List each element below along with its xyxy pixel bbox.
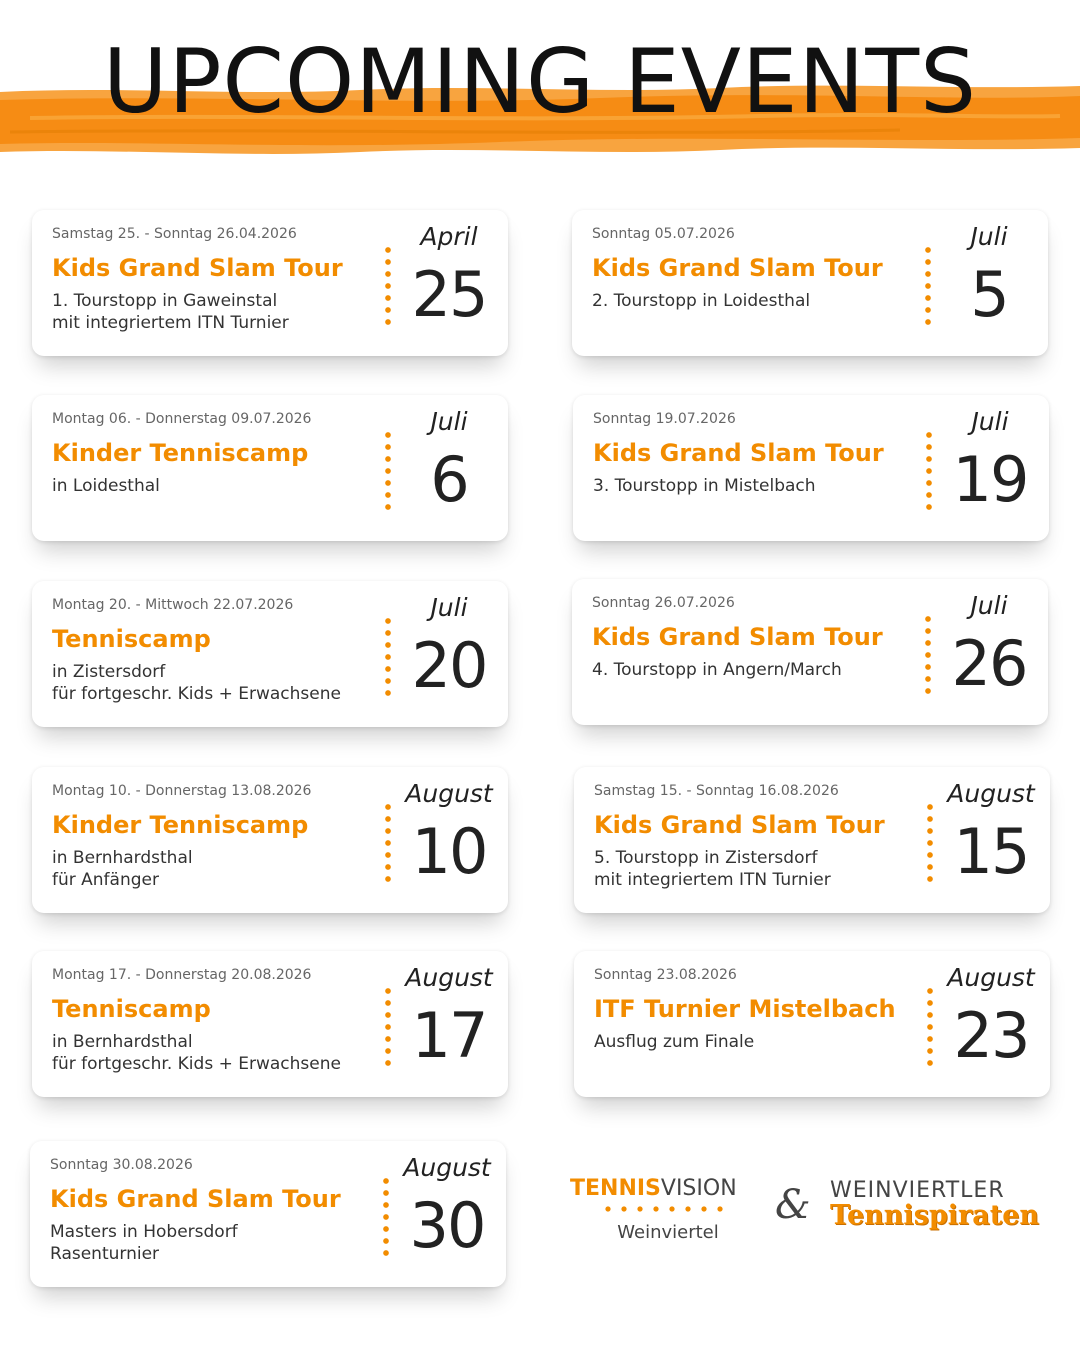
event-description (52, 475, 382, 497)
event-card (574, 951, 1050, 1097)
event-description-line: für fortgeschr. Kids + Erwachsene (52, 684, 341, 704)
event-title: Kids Grand Slam Tour (50, 1185, 341, 1213)
event-day: 25 (411, 258, 487, 331)
event-month: Juli (971, 407, 1009, 436)
event-description-line: in Bernhardsthal (52, 848, 193, 868)
event-card (30, 1141, 506, 1287)
event-card (572, 579, 1048, 725)
event-date-range: Montag 17. - Donnerstag 20.08.2026 (52, 967, 312, 983)
event-date-range: Sonntag 23.08.2026 (594, 967, 737, 983)
event-card (574, 767, 1050, 913)
dotted-divider (383, 1175, 389, 1259)
weinviertler-label: WEINVIERTLER (830, 1178, 1005, 1203)
event-description (52, 661, 382, 705)
event-description-line: 2. Tourstopp in Loidesthal (592, 291, 811, 311)
event-description-line: für Anfänger (52, 870, 159, 890)
event-month: Juli (970, 591, 1008, 620)
dotted-divider (385, 985, 391, 1069)
event-title: Kids Grand Slam Tour (52, 254, 343, 282)
event-day: 23 (953, 999, 1029, 1072)
event-date-range: Montag 06. - Donnerstag 09.07.2026 (52, 411, 312, 427)
event-month: Juli (970, 222, 1008, 251)
event-description-line: mit integriertem ITN Turnier (52, 313, 289, 333)
event-description-line: für fortgeschr. Kids + Erwachsene (52, 1054, 341, 1074)
event-description-line: in Bernhardsthal (52, 1032, 193, 1052)
event-month: August (947, 779, 1035, 808)
ampersand: & (775, 1182, 811, 1228)
dotted-divider (926, 429, 932, 513)
event-title: Kids Grand Slam Tour (594, 811, 885, 839)
dotted-divider (927, 801, 933, 885)
event-title: Tenniscamp (52, 625, 211, 653)
event-title: Kids Grand Slam Tour (592, 623, 883, 651)
event-description-line: in Loidesthal (52, 476, 160, 496)
event-day: 5 (970, 258, 1008, 331)
event-card (32, 767, 508, 913)
event-date-range: Montag 10. - Donnerstag 13.08.2026 (52, 783, 312, 799)
event-day: 17 (411, 999, 487, 1072)
event-description (52, 290, 382, 334)
event-card (32, 210, 508, 356)
dotted-divider (927, 985, 933, 1069)
event-month: August (403, 1153, 491, 1182)
event-day: 19 (952, 443, 1028, 516)
event-title: Kids Grand Slam Tour (592, 254, 883, 282)
event-title: Kids Grand Slam Tour (593, 439, 884, 467)
event-title: Kinder Tenniscamp (52, 439, 309, 467)
dotted-divider (385, 244, 391, 328)
event-description-line: mit integriertem ITN Turnier (594, 870, 831, 890)
event-month: August (405, 963, 493, 992)
event-description (52, 1031, 382, 1075)
event-card (32, 951, 508, 1097)
event-day: 30 (409, 1189, 485, 1262)
dotted-divider (385, 429, 391, 513)
event-description (50, 1221, 380, 1265)
event-description-line: 4. Tourstopp in Angern/March (592, 660, 842, 680)
event-description-line: Rasenturnier (50, 1244, 160, 1264)
event-date-range: Sonntag 19.07.2026 (593, 411, 736, 427)
event-description (592, 659, 922, 681)
event-description-line: Ausflug zum Finale (594, 1032, 755, 1052)
tennis-vision-dots (600, 1206, 730, 1212)
dotted-divider (925, 244, 931, 328)
event-title: Kinder Tenniscamp (52, 811, 309, 839)
event-day: 10 (411, 815, 487, 888)
event-description (594, 1031, 924, 1053)
event-description-line: in Zistersdorf (52, 662, 166, 682)
page-title: UPCOMING EVENTS (103, 30, 977, 133)
dotted-divider (385, 801, 391, 885)
event-description (592, 290, 922, 312)
event-description (594, 847, 924, 891)
event-card (32, 581, 508, 727)
event-date-range: Samstag 15. - Sonntag 16.08.2026 (594, 783, 839, 799)
event-card (573, 395, 1049, 541)
tennis-vision-logo (570, 1176, 770, 1201)
event-month: August (947, 963, 1035, 992)
event-title: Tenniscamp (52, 995, 211, 1023)
event-title: ITF Turnier Mistelbach (594, 995, 896, 1023)
tennis-vision-logo-bold: TENNIS (570, 1176, 661, 1201)
dotted-divider (925, 613, 931, 697)
event-description (52, 847, 382, 891)
tennis-vision-subtitle: Weinviertel (617, 1222, 719, 1243)
event-description-line: 5. Tourstopp in Zistersdorf (594, 848, 818, 868)
event-description-line: 1. Tourstopp in Gaweinstal (52, 291, 278, 311)
event-description-line: Masters in Hobersdorf (50, 1222, 238, 1242)
event-card (32, 395, 508, 541)
event-description-line: 3. Tourstopp in Mistelbach (593, 476, 816, 496)
event-day: 6 (430, 443, 468, 516)
event-month: August (405, 779, 493, 808)
tennis-vision-logo-light: VISION (660, 1176, 737, 1201)
event-day: 15 (953, 815, 1029, 888)
event-description (593, 475, 923, 497)
event-month: Juli (430, 407, 468, 436)
event-date-range: Montag 20. - Mittwoch 22.07.2026 (52, 597, 294, 613)
event-day: 26 (951, 627, 1027, 700)
event-month: April (420, 222, 478, 251)
dotted-divider (385, 615, 391, 699)
tennispiraten-logo: Tennispiraten (830, 1200, 1040, 1231)
event-card (572, 210, 1048, 356)
event-month: Juli (430, 593, 468, 622)
event-date-range: Sonntag 30.08.2026 (50, 1157, 193, 1173)
event-date-range: Sonntag 26.07.2026 (592, 595, 735, 611)
event-date-range: Samstag 25. - Sonntag 26.04.2026 (52, 226, 297, 242)
event-date-range: Sonntag 05.07.2026 (592, 226, 735, 242)
event-day: 20 (411, 629, 487, 702)
partner-logos (570, 1170, 1060, 1250)
